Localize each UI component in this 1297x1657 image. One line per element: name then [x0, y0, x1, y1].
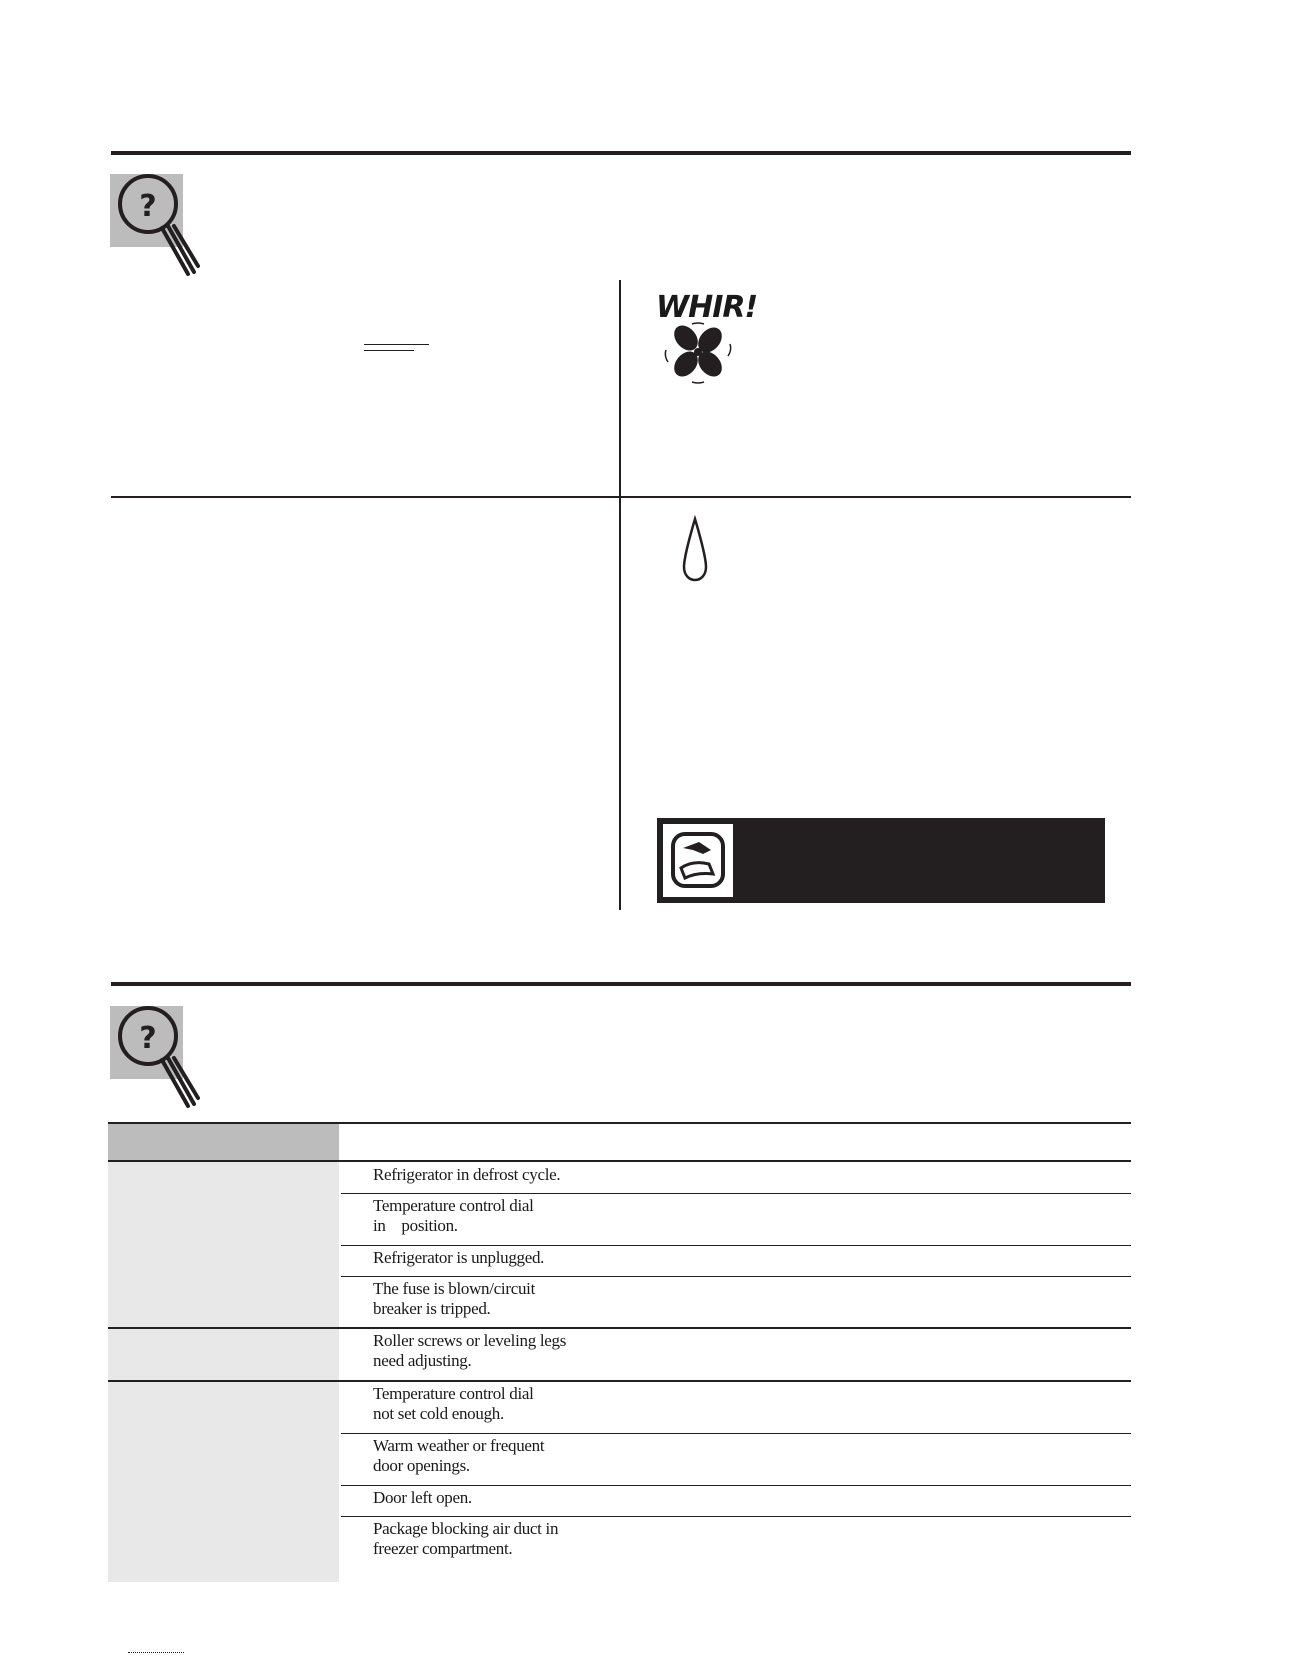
water-drop-icon — [680, 515, 710, 585]
cause-text: Temperature control dial in position. — [373, 1196, 534, 1235]
row-divider-left — [111, 496, 619, 498]
cause-text: Package blocking air duct in freezer compartment. — [373, 1519, 559, 1558]
row-rule — [341, 1276, 1131, 1277]
row-rule — [341, 1245, 1131, 1246]
problem-group — [108, 1329, 339, 1380]
row-rule — [341, 1433, 1131, 1434]
question-magnifier-icon — [110, 1006, 215, 1111]
cause-text: Refrigerator is unplugged. — [373, 1248, 545, 1267]
column-divider — [619, 280, 621, 910]
cause-text: Temperature control dial not set cold enough. — [373, 1384, 534, 1423]
cause-text: Door left open. — [373, 1488, 472, 1507]
note-box — [657, 818, 1105, 903]
cause-text: The fuse is blown/circuit breaker is tripped. — [373, 1279, 535, 1318]
section-rule-bottom — [111, 982, 1131, 986]
fan-icon — [660, 320, 735, 385]
row-rule — [341, 1516, 1131, 1517]
question-magnifier-icon — [110, 174, 215, 279]
section-rule-top — [111, 151, 1131, 155]
small-underline — [364, 350, 414, 351]
whir-label: WHIR! — [656, 290, 758, 325]
svg-text:?: ? — [139, 1021, 157, 1056]
problem-group — [108, 1162, 339, 1327]
cause-text: Roller screws or leveling legs need adjusting. — [373, 1331, 567, 1370]
footer-mark — [128, 1652, 184, 1654]
row-rule — [341, 1193, 1131, 1194]
cause-text: Warm weather or frequent door openings. — [373, 1436, 545, 1475]
note-icon — [663, 824, 733, 897]
small-underline — [364, 344, 429, 345]
row-divider-right — [621, 496, 1131, 498]
svg-text:?: ? — [139, 189, 157, 224]
row-rule — [341, 1485, 1131, 1486]
table-header-cell — [108, 1124, 339, 1160]
problem-group — [108, 1382, 339, 1582]
cause-text: Refrigerator in defrost cycle. — [373, 1165, 561, 1184]
